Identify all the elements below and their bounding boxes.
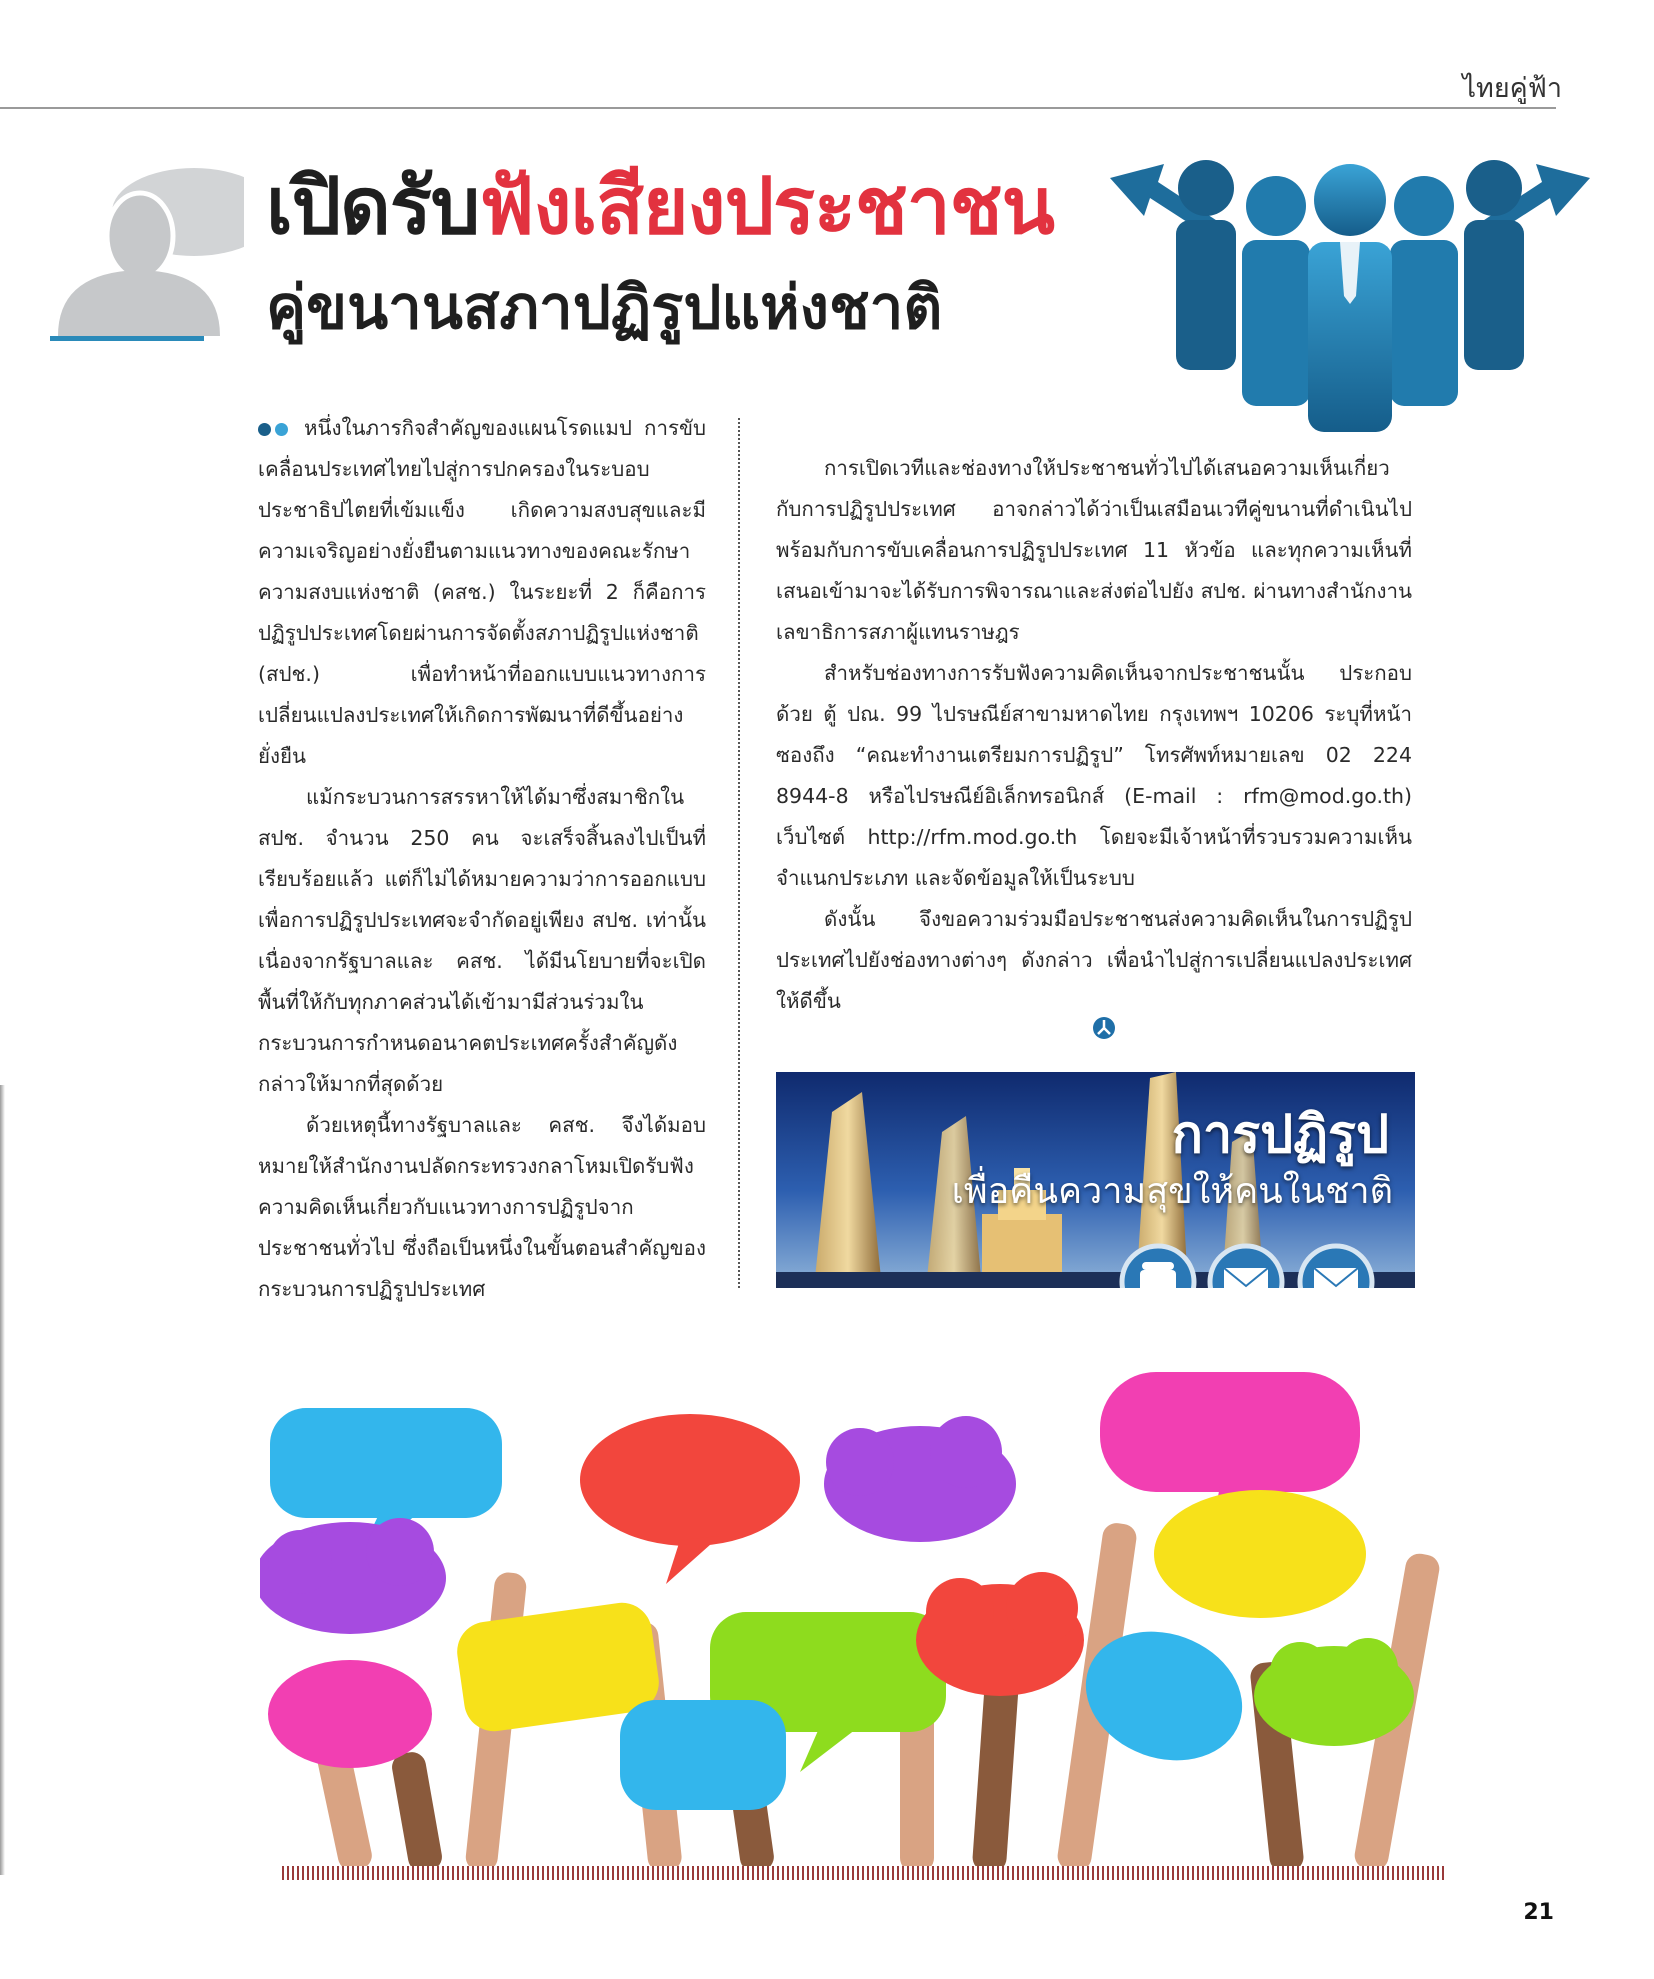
red-speech-bubble: [580, 1414, 800, 1584]
banner-title: การปฏิรูป: [1171, 1105, 1389, 1165]
person-speech-icon: [44, 160, 244, 350]
headline-part-1: เปิดรับ: [266, 162, 480, 252]
banner-subtitle: เพื่อคืนความสุขให้คนในชาติ: [951, 1171, 1393, 1212]
section-title: ไทยคู่ฟ้า: [1462, 73, 1562, 104]
headline-line-2: คู่ขนานสภาปฏิรูปแห่งชาติ: [266, 273, 943, 343]
red-cloud-bubble: [916, 1572, 1084, 1696]
bottom-decorative-rule: [282, 1866, 1446, 1880]
team-people-icon: [1100, 146, 1600, 436]
article-right-column: [776, 448, 1412, 1022]
green-cloud-bubble: [1254, 1638, 1414, 1746]
purple-cloud-bubble-2: [260, 1518, 446, 1634]
article-paragraph-3: ด้วยเหตุนี้ทางรัฐบาลและ คสช. จึงได้มอบหมายให้สำนักงานปลัดกระทรวงกลาโหมเปิดรับฟังความคิดเห็นเกี่ยวกับแนวทางการปฏิรูปจากประชาชนทั่วไป ซึ่งถือเป็นหนึ่งในขั้นตอนสำคัญของกระบวนการปฏิรูปประเทศ: [258, 1113, 706, 1301]
end-mark-icon: [1092, 1016, 1116, 1040]
article-paragraph-5: สำหรับช่องทางการรับฟังความคิดเห็นจากประชาชนนั้น ประกอบด้วย ตู้ ปณ. 99 ไปรษณีย์สาขามหาดไทย กรุงเทพฯ 10206 ระบุที่หน้าซองถึง “คณะทำงานเตรียมการปฏิรูป” โทรศัพท์หมายเลข 02 224 8944-8 หรือไปรษณีย์อิเล็กทรอนิกส์ (E-mail : rfm@mod.go.th) เว็บไซต์ http://rfm.mod.go.th โดยจะมีเจ้าหน้าที่รวบรวมความเห็น จำแนกประเภท และจัดข้อมูลให้เป็นระบบ: [776, 661, 1412, 890]
bullet-dots-icon: [258, 408, 292, 449]
column-divider: [738, 418, 740, 1288]
article-paragraph-6: ดังนั้น จึงขอความร่วมมือประชาชนส่งความคิดเห็นในการปฏิรูปประเทศไปยังช่องทางต่างๆ ดังกล่าว เพื่อนำไปสู่การเปลี่ยนแปลงประเทศให้ดีขึ้น: [776, 907, 1412, 1013]
headline-part-2: ฟังเสียงประชาชน: [479, 162, 1054, 252]
page-number: 21: [1523, 1900, 1554, 1925]
reform-banner: [776, 1072, 1415, 1288]
pink-speech-bubble-2: [268, 1660, 432, 1768]
article-paragraph-1: [258, 408, 706, 777]
purple-cloud-bubble-1: [824, 1416, 1016, 1542]
speech-bubbles-illustration: [260, 1372, 1480, 1872]
article-paragraph-4: การเปิดเวทีและช่องทางให้ประชาชนทั่วไปได้เสนอความเห็นเกี่ยวกับการปฏิรูปประเทศ อาจกล่าวได้ว่าเป็นเสมือนเวทีคู่ขนานที่ดำเนินไปพร้อมกับการขับเคลื่อนการปฏิรูปประเทศ 11 หัวข้อ และทุกความเห็นที่เสนอเข้ามาจะได้รับการพิจารณาและส่งต่อไปยัง สปช. ผ่านทางสำนักงานเลขาธิการสภาผู้แทนราษฎร: [776, 456, 1412, 644]
article-left-column: [258, 408, 706, 1310]
headline-line-1: [266, 162, 1054, 252]
article-paragraph-2: แม้กระบวนการสรรหาให้ได้มาซึ่งสมาชิกใน สปช. จำนวน 250 คน จะเสร็จสิ้นลงไปเป็นที่เรียบร้อยแล้ว แต่ก็ไม่ได้หมายความว่าการออกแบบเพื่อการปฏิรูปประเทศจะจำกัดอยู่เพียง สปช. เท่านั้น เนื่องจากรัฐบาลและ คสช. ได้มีนโยบายที่จะเปิดพื้นที่ให้กับทุกภาคส่วนได้เข้ามามีส่วนร่วมในกระบวนการกำหนดอนาคตประเทศครั้งสำคัญดังกล่าวให้มากที่สุดด้วย: [258, 785, 706, 1096]
blue-speech-bubble-2: [620, 1700, 786, 1810]
header-rule: [0, 107, 1556, 109]
article-paragraph-1-text: หนึ่งในภารกิจสำคัญของแผนโรดแมป การขับเคลื่อนประเทศไทยไปสู่การปกครองในระบอบประชาธิปไตยที่เข้มแข็ง เกิดความสงบสุขและมีความเจริญอย่างยั่งยืนตามแนวทางของคณะรักษาความสงบแห่งชาติ (คสช.) ในระยะที่ 2 ก็คือการปฏิรูปประเทศโดยผ่านการจัดตั้งสภาปฏิรูปแห่งชาติ (สปช.) เพื่อทำหน้าที่ออกแบบแนวทางการเปลี่ยนแปลงประเทศให้เกิดการพัฒนาที่ดีขึ้นอย่างยั่งยืน: [258, 416, 706, 768]
yellow-speech-bubble-2: [1154, 1490, 1366, 1618]
page-edge-shadow: [0, 1085, 5, 1875]
